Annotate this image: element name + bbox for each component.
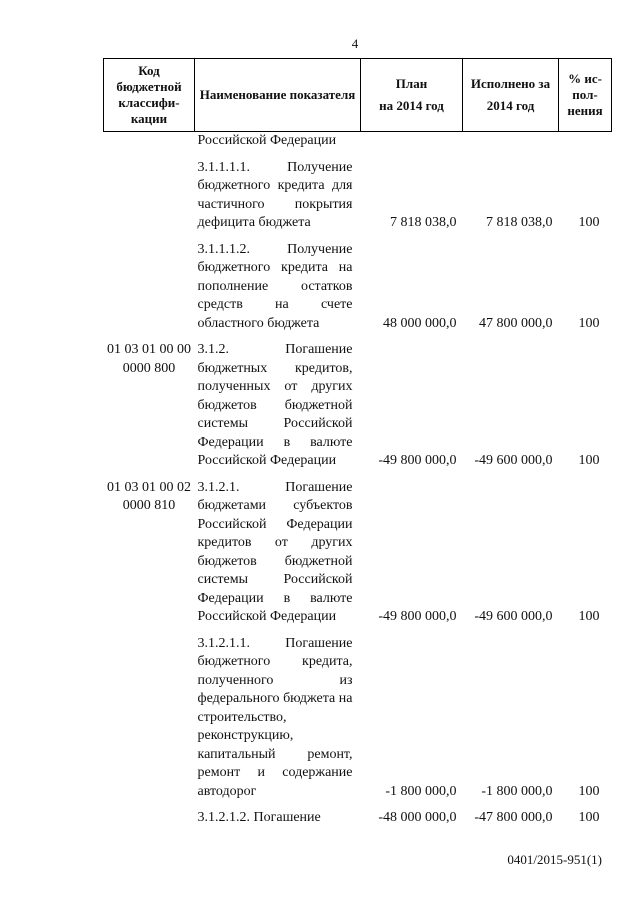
document-footer-code: 0401/2015-951(1) (507, 852, 602, 867)
row-code: 01 03 01 00 00 0000 800 (107, 342, 191, 376)
table-row (104, 333, 612, 471)
row-percent: 100 (578, 609, 600, 624)
row-plan: -1 800 000,0 (385, 783, 457, 799)
table-row (104, 627, 612, 802)
row-code (104, 233, 195, 334)
row-percent: 100 (578, 215, 600, 230)
row-done (463, 132, 559, 151)
row-done: -1 800 000,0 (481, 783, 553, 799)
row-done: -49 600 000,0 (474, 453, 553, 468)
row-name-text: Российской Федерации (197, 133, 337, 148)
budget-table (103, 58, 612, 828)
row-code: 01 03 01 00 02 0000 810 (107, 479, 191, 513)
header-plan (361, 59, 463, 132)
row-name-text: 3.1.1.1.1. Получение бюджетного кредита для частичного покрытия дефицита бюджета (197, 159, 353, 230)
row-name-text: 3.1.1.1.2. Получение бюджетного кредита на пополнение остатков средств на счете областного бюджета (197, 241, 353, 331)
row-done: 47 800 000,0 (479, 315, 553, 331)
header-code: Код бюджетной классифи-кации (104, 59, 195, 132)
header-done (463, 59, 559, 132)
row-percent: 100 (578, 315, 600, 331)
row-name (195, 471, 361, 627)
row-plan: 7 818 038,0 (390, 215, 457, 230)
header-plan-line2: на 2014 год (379, 98, 444, 113)
row-name (195, 801, 361, 828)
row-code (104, 132, 195, 151)
row-name-text: 3.1.2. Погашение бюджетных кредитов, полученных от других бюджетов бюджетной системы Российской Федерации в валюте Российской Федерации (197, 342, 353, 468)
row-plan: 48 000 000,0 (383, 315, 457, 331)
header-plan-line1: План (395, 76, 428, 91)
table-row (104, 151, 612, 233)
row-name (195, 627, 361, 802)
table-row (104, 132, 612, 151)
row-plan: -48 000 000,0 (378, 810, 457, 825)
row-code (104, 801, 195, 828)
row-code (104, 627, 195, 802)
row-name (195, 151, 361, 233)
row-percent (559, 132, 612, 151)
row-name-text: 3.1.2.1.1. Погашение бюджетного кредита, полученного из федерального бюджета на строительство, реконструкцию, капитальный ремонт, ремонт и содержание автодорог (197, 635, 353, 799)
row-done: 7 818 038,0 (486, 215, 553, 230)
page-number: 4 (351, 36, 359, 51)
row-name-text: 3.1.2.1. Погашение бюджетами субъектов Российской Федерации кредитов от других бюджетов бюджетной системы Российской Федерации в валюте Российской Федерации (197, 479, 353, 624)
row-done: -49 600 000,0 (474, 609, 553, 624)
table-row (104, 233, 612, 334)
row-plan (361, 132, 463, 151)
row-percent: 100 (578, 783, 600, 799)
header-name: Наименование показателя (195, 59, 361, 132)
row-code (104, 151, 195, 233)
row-name (195, 333, 361, 471)
row-name (195, 132, 361, 151)
table-row (104, 471, 612, 627)
table-row (104, 801, 612, 828)
row-plan: -49 800 000,0 (378, 453, 457, 468)
header-done-line1: Исполнено за (470, 76, 551, 91)
row-percent: 100 (578, 810, 600, 825)
header-done-line2: 2014 год (486, 98, 535, 113)
header-percent: % ис-пол-нения (559, 59, 612, 132)
row-name-text: 3.1.2.1.2. Погашение (197, 810, 321, 825)
row-name (195, 233, 361, 334)
table-header-row (104, 59, 612, 132)
row-plan: -49 800 000,0 (378, 609, 457, 624)
row-done: -47 800 000,0 (474, 810, 553, 825)
row-percent: 100 (578, 453, 600, 468)
